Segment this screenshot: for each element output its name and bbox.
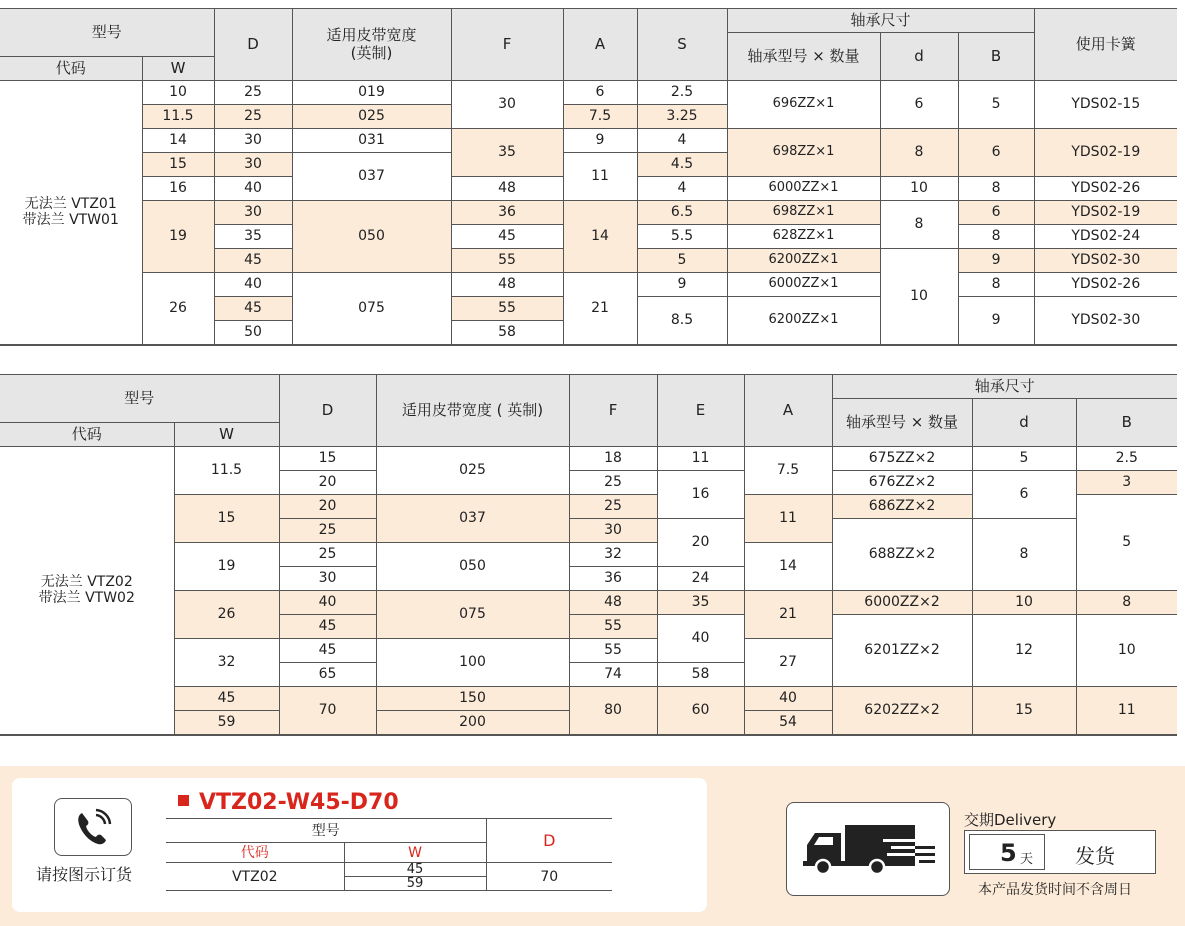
e-value: 16 bbox=[657, 471, 744, 519]
belt-value: 075 bbox=[292, 273, 451, 345]
d-value: 65 bbox=[279, 663, 376, 687]
snap-ring-value: YDS02-24 bbox=[1034, 225, 1177, 249]
f-value: 45 bbox=[451, 225, 563, 249]
a-value: 40 bbox=[744, 687, 832, 711]
header-bearing-d: d bbox=[880, 33, 958, 81]
header-w: W bbox=[174, 423, 279, 447]
header-bearing-d: d bbox=[972, 399, 1076, 447]
a-value: 9 bbox=[563, 129, 637, 153]
order-panel bbox=[0, 766, 1185, 926]
bearing-b-value: 8 bbox=[958, 273, 1034, 297]
belt-value: 025 bbox=[376, 447, 569, 495]
header-bearing-model-qty: 轴承型号 × 数量 bbox=[832, 399, 972, 447]
example-header-code: 代码 bbox=[166, 843, 344, 863]
header-a: A bbox=[563, 9, 637, 81]
e-value: 35 bbox=[657, 591, 744, 615]
f-value: 25 bbox=[569, 495, 657, 519]
w-value: 59 bbox=[174, 711, 279, 735]
s-value: 6.5 bbox=[637, 201, 727, 225]
bearing-d-value: 8 bbox=[880, 129, 958, 177]
d-value: 30 bbox=[214, 129, 292, 153]
a-value: 21 bbox=[563, 273, 637, 345]
example-part-number bbox=[178, 790, 399, 815]
d-value: 25 bbox=[214, 81, 292, 105]
order-hint: 请按图示订货 bbox=[36, 865, 133, 884]
a-value: 11 bbox=[744, 495, 832, 543]
f-value: 48 bbox=[451, 273, 563, 297]
a-value: 6 bbox=[563, 81, 637, 105]
f-value: 30 bbox=[451, 81, 563, 129]
s-value: 3.25 bbox=[637, 105, 727, 129]
bearing-value: 676ZZ×2 bbox=[832, 471, 972, 495]
model-code-cell bbox=[0, 81, 142, 345]
w-value: 32 bbox=[174, 639, 279, 687]
belt-value: 050 bbox=[292, 201, 451, 273]
w-value: 26 bbox=[142, 273, 214, 345]
bearing-b-value: 9 bbox=[958, 297, 1034, 345]
w-value: 10 bbox=[142, 81, 214, 105]
bearing-value: 688ZZ×2 bbox=[832, 519, 972, 591]
f-value: 48 bbox=[451, 177, 563, 201]
bearing-b-value: 8 bbox=[958, 177, 1034, 201]
bearing-d-value: 10 bbox=[972, 591, 1076, 615]
bearing-value: 6000ZZ×2 bbox=[832, 591, 972, 615]
a-value: 7.5 bbox=[563, 105, 637, 129]
bearing-value: 686ZZ×2 bbox=[832, 495, 972, 519]
bearing-d-value: 6 bbox=[972, 471, 1076, 519]
f-value: 55 bbox=[569, 639, 657, 663]
bearing-b-value: 11 bbox=[1076, 687, 1177, 735]
example-d-value: 70 bbox=[486, 863, 612, 891]
delivery-truck-icon bbox=[786, 802, 950, 896]
f-value: 55 bbox=[451, 249, 563, 273]
bearing-value: 6000ZZ×1 bbox=[727, 273, 880, 297]
w-value: 15 bbox=[142, 153, 214, 177]
bearing-b-value: 2.5 bbox=[1076, 447, 1177, 471]
code-no-flange: 无法兰 VTZ02 bbox=[40, 574, 133, 591]
f-value: 74 bbox=[569, 663, 657, 687]
belt-value: 100 bbox=[376, 639, 569, 687]
snap-ring-value: YDS02-26 bbox=[1034, 273, 1177, 297]
bearing-d-value: 8 bbox=[972, 519, 1076, 591]
f-value: 18 bbox=[569, 447, 657, 471]
header-code: 代码 bbox=[0, 57, 142, 81]
header-model: 型号 bbox=[0, 9, 214, 57]
f-value: 32 bbox=[569, 543, 657, 567]
bearing-d-value: 10 bbox=[880, 249, 958, 345]
example-header-d: D bbox=[486, 819, 612, 863]
e-value: 60 bbox=[657, 687, 744, 735]
delivery-days-box bbox=[964, 830, 1156, 874]
d-value: 30 bbox=[214, 201, 292, 225]
header-d: D bbox=[214, 9, 292, 81]
e-value: 20 bbox=[657, 519, 744, 567]
bearing-b-value: 9 bbox=[958, 249, 1034, 273]
delivery-days-unit: 天 bbox=[1020, 852, 1034, 867]
days-inner-box bbox=[969, 834, 1045, 870]
d-value: 35 bbox=[214, 225, 292, 249]
belt-value: 025 bbox=[292, 105, 451, 129]
e-value: 58 bbox=[657, 663, 744, 687]
bearing-d-value: 15 bbox=[972, 687, 1076, 735]
header-a: A bbox=[744, 375, 832, 447]
bearing-value: 675ZZ×2 bbox=[832, 447, 972, 471]
belt-value: 031 bbox=[292, 129, 451, 153]
bearing-b-value: 5 bbox=[958, 81, 1034, 129]
example-title-text: VTZ02-W45-D70 bbox=[199, 790, 399, 815]
d-value: 25 bbox=[214, 105, 292, 129]
w-value: 15 bbox=[174, 495, 279, 543]
example-w-value: 59 bbox=[344, 877, 486, 891]
snap-ring-value: YDS02-26 bbox=[1034, 177, 1177, 201]
f-value: 36 bbox=[569, 567, 657, 591]
bearing-value: 6000ZZ×1 bbox=[727, 177, 880, 201]
d-value: 30 bbox=[279, 567, 376, 591]
d-value: 20 bbox=[279, 495, 376, 519]
bearing-value: 628ZZ×1 bbox=[727, 225, 880, 249]
w-value: 14 bbox=[142, 129, 214, 153]
example-code-value: VTZ02 bbox=[166, 863, 344, 891]
s-value: 4 bbox=[637, 177, 727, 201]
bearing-b-value: 5 bbox=[1076, 495, 1177, 591]
bearing-b-value: 8 bbox=[1076, 591, 1177, 615]
delivery-note: 本产品发货时间不含周日 bbox=[978, 882, 1132, 898]
w-value: 26 bbox=[174, 591, 279, 639]
s-value: 4 bbox=[637, 129, 727, 153]
spec-table-vtz02 bbox=[0, 374, 1177, 736]
header-d: D bbox=[279, 375, 376, 447]
bearing-value: 6202ZZ×2 bbox=[832, 687, 972, 735]
header-belt-width bbox=[292, 9, 451, 81]
d-value: 15 bbox=[279, 447, 376, 471]
code-no-flange: 无法兰 VTZ01 bbox=[24, 196, 117, 213]
spec-table-vtz01 bbox=[0, 8, 1177, 346]
w-value: 19 bbox=[174, 543, 279, 591]
d-value: 40 bbox=[279, 591, 376, 615]
header-bearing-dim: 轴承尺寸 bbox=[832, 375, 1177, 399]
w-value: 11.5 bbox=[142, 105, 214, 129]
code-with-flange: 带法兰 VTW01 bbox=[22, 212, 119, 229]
belt-value: 050 bbox=[376, 543, 569, 591]
a-value: 7.5 bbox=[744, 447, 832, 495]
belt-value: 019 bbox=[292, 81, 451, 105]
header-snap-ring: 使用卡簧 bbox=[1034, 9, 1177, 81]
bearing-b-value: 8 bbox=[958, 225, 1034, 249]
bearing-value: 6201ZZ×2 bbox=[832, 615, 972, 687]
header-bearing-b: B bbox=[958, 33, 1034, 81]
header-w: W bbox=[142, 57, 214, 81]
example-header-w: W bbox=[344, 843, 486, 863]
s-value: 2.5 bbox=[637, 81, 727, 105]
example-table bbox=[166, 818, 612, 891]
d-value: 20 bbox=[279, 471, 376, 495]
header-belt-width-line1: 适用皮带宽度 bbox=[326, 26, 417, 45]
bearing-value: 6200ZZ×1 bbox=[727, 249, 880, 273]
a-value: 14 bbox=[744, 543, 832, 591]
header-model: 型号 bbox=[0, 375, 279, 423]
f-value: 35 bbox=[451, 129, 563, 177]
belt-value: 075 bbox=[376, 591, 569, 639]
w-value: 11.5 bbox=[174, 447, 279, 495]
d-value: 45 bbox=[214, 297, 292, 321]
snap-ring-value: YDS02-15 bbox=[1034, 81, 1177, 129]
bearing-value: 6200ZZ×1 bbox=[727, 297, 880, 345]
e-value: 11 bbox=[657, 447, 744, 471]
s-value: 4.5 bbox=[637, 153, 727, 177]
header-code: 代码 bbox=[0, 423, 174, 447]
a-value: 54 bbox=[744, 711, 832, 735]
order-example-card bbox=[12, 778, 707, 912]
d-value: 45 bbox=[279, 639, 376, 663]
w-value: 19 bbox=[142, 201, 214, 273]
header-f: F bbox=[569, 375, 657, 447]
d-value: 25 bbox=[279, 543, 376, 567]
d-value: 25 bbox=[279, 519, 376, 543]
d-value: 40 bbox=[214, 273, 292, 297]
snap-ring-value: YDS02-30 bbox=[1034, 297, 1177, 345]
delivery-label: 交期Delivery bbox=[964, 811, 1057, 829]
f-value: 55 bbox=[451, 297, 563, 321]
phone-icon bbox=[54, 798, 132, 856]
e-value: 40 bbox=[657, 615, 744, 663]
example-w-value: 45 bbox=[344, 863, 486, 877]
snap-ring-value: YDS02-30 bbox=[1034, 249, 1177, 273]
bearing-d-value: 12 bbox=[972, 615, 1076, 687]
ship-label: 发货 bbox=[1075, 844, 1115, 868]
header-bearing-b: B bbox=[1076, 399, 1177, 447]
snap-ring-value: YDS02-19 bbox=[1034, 129, 1177, 177]
header-belt-width-line2: (英制) bbox=[350, 43, 393, 62]
bearing-value: 696ZZ×1 bbox=[727, 81, 880, 129]
s-value: 8.5 bbox=[637, 297, 727, 345]
d-value: 70 bbox=[279, 687, 376, 735]
header-s: S bbox=[637, 9, 727, 81]
w-value: 45 bbox=[174, 687, 279, 711]
belt-value: 037 bbox=[292, 153, 451, 201]
f-value: 36 bbox=[451, 201, 563, 225]
d-value: 45 bbox=[214, 249, 292, 273]
f-value: 58 bbox=[451, 321, 563, 345]
f-value: 80 bbox=[569, 687, 657, 735]
bullet-square-icon bbox=[178, 795, 189, 806]
f-value: 25 bbox=[569, 471, 657, 495]
w-value: 16 bbox=[142, 177, 214, 201]
s-value: 5.5 bbox=[637, 225, 727, 249]
bearing-d-value: 8 bbox=[880, 201, 958, 249]
a-value: 14 bbox=[563, 201, 637, 273]
f-value: 55 bbox=[569, 615, 657, 639]
belt-value: 200 bbox=[376, 711, 569, 735]
bearing-d-value: 6 bbox=[880, 81, 958, 129]
d-value: 30 bbox=[214, 153, 292, 177]
belt-value: 150 bbox=[376, 687, 569, 711]
header-bearing-dim: 轴承尺寸 bbox=[727, 9, 1034, 33]
bearing-value: 698ZZ×1 bbox=[727, 129, 880, 177]
header-belt-width: 适用皮带宽度 ( 英制) bbox=[376, 375, 569, 447]
bearing-value: 698ZZ×1 bbox=[727, 201, 880, 225]
bearing-b-value: 6 bbox=[958, 201, 1034, 225]
belt-value: 037 bbox=[376, 495, 569, 543]
delivery-days: 5 bbox=[1000, 839, 1017, 867]
s-value: 5 bbox=[637, 249, 727, 273]
model-code-cell bbox=[0, 447, 174, 735]
a-value: 11 bbox=[563, 153, 637, 201]
a-value: 27 bbox=[744, 639, 832, 687]
bearing-b-value: 3 bbox=[1076, 471, 1177, 495]
f-value: 48 bbox=[569, 591, 657, 615]
e-value: 24 bbox=[657, 567, 744, 591]
header-e: E bbox=[657, 375, 744, 447]
s-value: 9 bbox=[637, 273, 727, 297]
d-value: 45 bbox=[279, 615, 376, 639]
bearing-d-value: 10 bbox=[880, 177, 958, 201]
bearing-b-value: 10 bbox=[1076, 615, 1177, 687]
d-value: 40 bbox=[214, 177, 292, 201]
snap-ring-value: YDS02-19 bbox=[1034, 201, 1177, 225]
d-value: 50 bbox=[214, 321, 292, 345]
f-value: 30 bbox=[569, 519, 657, 543]
header-bearing-model-qty: 轴承型号 × 数量 bbox=[727, 33, 880, 81]
example-header-model: 型号 bbox=[166, 819, 486, 843]
header-f: F bbox=[451, 9, 563, 81]
bearing-d-value: 5 bbox=[972, 447, 1076, 471]
a-value: 21 bbox=[744, 591, 832, 639]
bearing-b-value: 6 bbox=[958, 129, 1034, 177]
code-with-flange: 带法兰 VTW02 bbox=[38, 590, 135, 607]
